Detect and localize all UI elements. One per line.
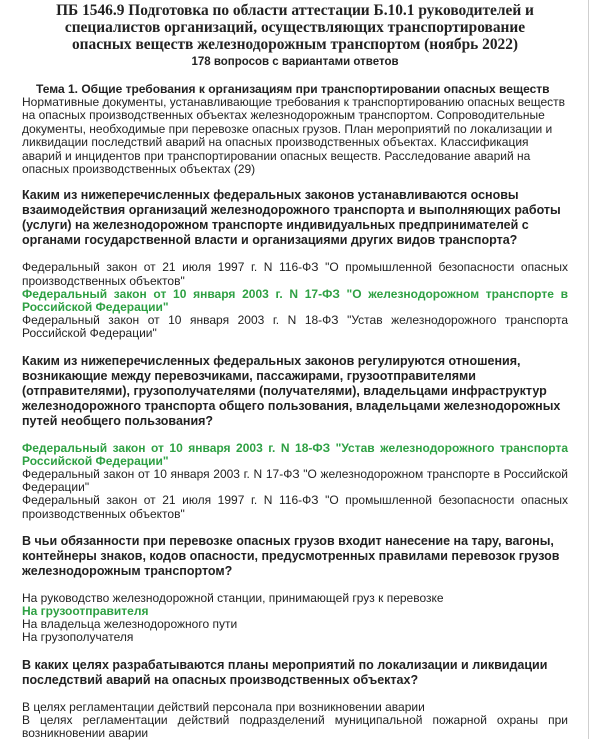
answer-option: Федеральный закон от 21 июля 1997 г. N 116-ФЗ "О промышленной безопасности опасных производственных объектов" bbox=[22, 260, 568, 288]
question-count: 178 вопросов с вариантами ответов bbox=[191, 56, 399, 68]
question-block bbox=[22, 354, 568, 521]
answer-option: На владельца железнодорожного пути bbox=[22, 617, 238, 632]
question-block bbox=[22, 188, 568, 340]
answer-option: Федеральный закон от 21 июля 1997 г. N 116-ФЗ "О промышленной безопасности опасных производственных объектов" bbox=[22, 493, 568, 521]
question-text: Каким из нижеперечисленных федеральных законов устанавливаются основы взаимодействия организаций железнодорожного транспорта и выполняющих работы (услуги) на железнодорожном транспорте индивидуальных предпринимателей с органами государственной власти и организациями других видов транспорта? bbox=[22, 188, 561, 248]
question-text: Каким из нижеперечисленных федеральных законов регулируются отношения, возникающие между перевозчиками, пассажирами, грузоотправителями (отправителями), грузополучателями (получателями), владельцами инфраструктур железнодорожного транспорта общего пользования, владельцами железнодорожных путей необщего пользования? bbox=[22, 353, 561, 428]
answer-option: На руководство железнодорожной станции, принимающей груз к перевозке bbox=[22, 590, 444, 605]
title-line-2: специалистов организаций, осуществляющих транспортирование bbox=[64, 19, 526, 36]
correct-answer: На грузоотправителя bbox=[22, 604, 149, 619]
title-line-1: ПБ 1546.9 Подготовка по области аттестации Б.10.1 руководителей и bbox=[56, 2, 534, 19]
topic-title: Тема 1. Общие требования к организациям при транспортировании опасных веществ bbox=[36, 82, 550, 96]
question-block bbox=[22, 534, 568, 645]
answer-option: В целях регламентации действий подразделений муниципальной пожарной охраны при возникновении аварии bbox=[22, 712, 568, 740]
answer-option: В целях регламентации действий персонала при возникновении аварии bbox=[22, 699, 425, 714]
answer-option: На грузополучателя bbox=[22, 630, 134, 645]
question-text: В каких целях разрабатываются планы мероприятий по локализации и ликвидации последствий аварий на опасных производственных объектах? bbox=[22, 657, 548, 687]
correct-answer: Федеральный закон от 10 января 2003 г. N 18-ФЗ "Устав железнодорожного транспорта Российской Федерации" bbox=[22, 440, 568, 468]
correct-answer: Федеральный закон от 10 января 2003 г. N 17-ФЗ "О железнодорожном транспорте в Российской Федерации" bbox=[22, 286, 568, 315]
answer-option: Федеральный закон от 10 января 2003 г. N 17-ФЗ "О железнодорожном транспорте в Российской Федерации" bbox=[22, 467, 568, 495]
topic-description: Нормативные документы, устанавливающие требования к транспортированию опасных веществ на опасных производственных объектах железнодорожным транспортом. Сопроводительные документы, необходимые при перевозке опасных грузов. План мероприятий по локализации и ликвидации последствий аварий на опасных производственных объектах. Классификация аварий и инцидентов при транспортировании опасных веществ. Расследование аварий на опасных производственных объектах (29) bbox=[22, 95, 565, 177]
answer-option: Федеральный закон от 10 января 2003 г. N 18-ФЗ "Устав железнодорожного транспорта Российской Федерации" bbox=[22, 313, 568, 341]
title-line-3: опасных веществ железнодорожным транспортом (ноябрь 2022) bbox=[71, 36, 519, 53]
question-block bbox=[22, 658, 568, 740]
question-text: В чьи обязанности при перевозке опасных грузов входит нанесение на тару, вагоны, контейнеры знаков, кодов опасности, предусмотренных правилами перевозок грузов железнодорожным транспортом? bbox=[22, 533, 560, 578]
document-title bbox=[22, 2, 568, 53]
